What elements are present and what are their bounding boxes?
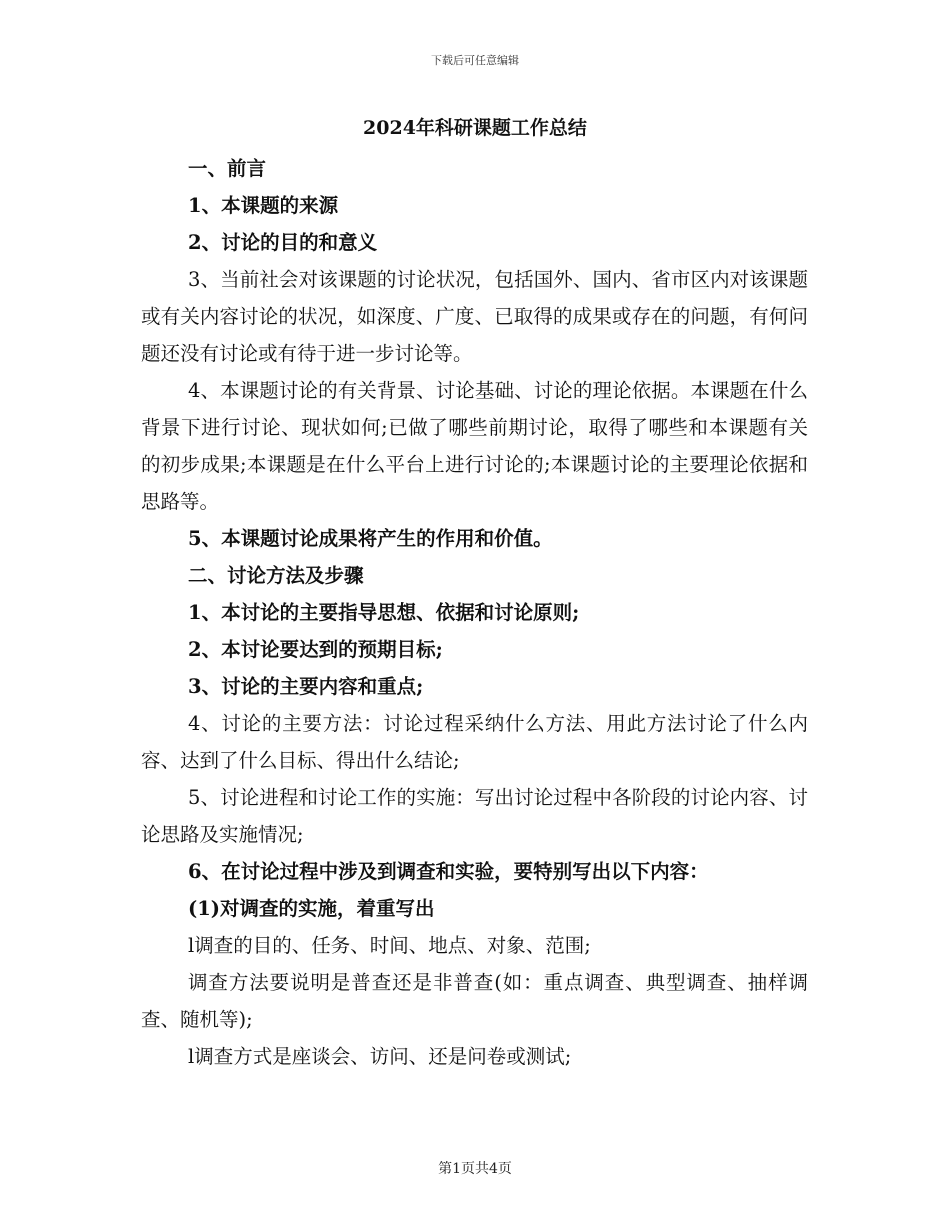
section-heading: 3、讨论的主要内容和重点;: [188, 675, 424, 698]
section-heading: 2、讨论的目的和意义: [188, 231, 378, 254]
section-heading: (1)对调查的实施，着重写出: [188, 897, 435, 920]
body-paragraph: 3、当前社会对该课题的讨论状况，包括国外、国内、省市区内对该课题或有关内容讨论的状况，如深度、广度、已取得的成果或存在的问题，有何问题还没有讨论或有待于进一步讨论等。: [141, 268, 808, 365]
body-paragraph: 4、本课题讨论的有关背景、讨论基础、讨论的理论依据。本课题在什么背景下进行讨论、现状如何;已做了哪些前期讨论，取得了哪些和本课题有关的初步成果;本课题是在什么平台上进行讨论的;本课题讨论的主要理论依据和思路等。: [141, 379, 808, 513]
section-heading: 二、讨论方法及步骤: [188, 564, 364, 587]
section-heading: 2、本讨论要达到的预期目标;: [188, 638, 443, 661]
section-heading: 5、本课题讨论成果将产生的作用和价值。: [188, 527, 553, 550]
body-paragraph: l调查方式是座谈会、访问、还是问卷或测试;: [188, 1045, 572, 1068]
page-header: 下载后可任意编辑: [431, 54, 519, 67]
page-footer: 第1页共4页: [438, 1161, 512, 1177]
body-paragraph: l调查的目的、任务、时间、地点、对象、范围;: [188, 934, 591, 957]
document-title: 2024年科研课题工作总结: [363, 117, 587, 139]
section-heading: 一、前言: [188, 157, 267, 180]
body-paragraph: 5、讨论进程和讨论工作的实施：写出讨论过程中各阶段的讨论内容、讨论思路及实施情况;: [141, 786, 808, 846]
section-heading: 1、本课题的来源: [188, 194, 339, 217]
section-heading: 6、在讨论过程中涉及到调查和实验，要特别写出以下内容：: [188, 860, 709, 883]
section-heading: 1、本讨论的主要指导思想、依据和讨论原则;: [188, 601, 580, 624]
body-paragraph: 调查方法要说明是普查还是非普查(如：重点调查、典型调查、抽样调查、随机等);: [141, 971, 808, 1031]
document-body: [141, 150, 808, 1075]
body-paragraph: 4、讨论的主要方法：讨论过程采纳什么方法、用此方法讨论了什么内容、达到了什么目标、得出什么结论;: [141, 712, 808, 772]
